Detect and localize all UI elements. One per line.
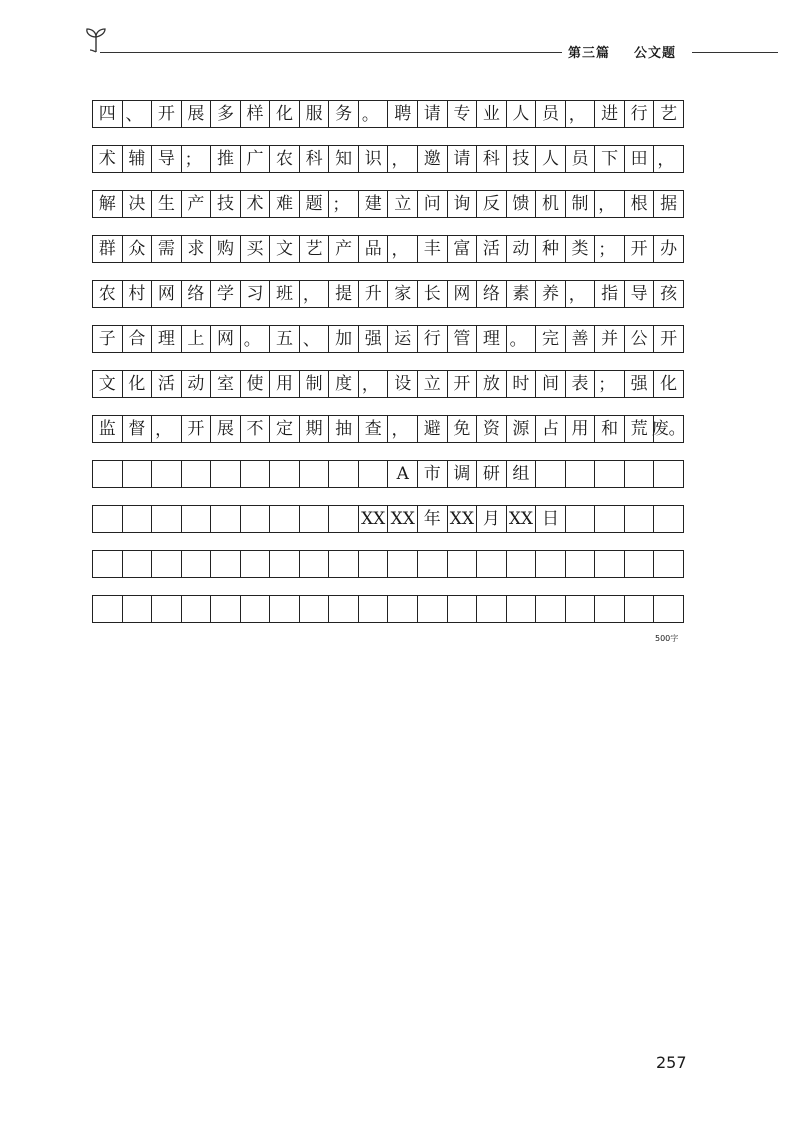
grid-cell: 富 xyxy=(448,236,478,262)
grid-cell: 邀 xyxy=(418,146,448,172)
grid-cell: 请 xyxy=(418,101,448,127)
grid-cell: 服 xyxy=(300,101,330,127)
answer-grid xyxy=(92,100,684,640)
grid-cell xyxy=(595,461,625,487)
grid-cell: 孩 xyxy=(654,281,684,307)
grid-cell: 术 xyxy=(241,191,271,217)
grid-cell xyxy=(152,506,182,532)
grid-cell: 行 xyxy=(418,326,448,352)
grid-cell: 立 xyxy=(418,371,448,397)
grid-cell: 行 xyxy=(625,101,655,127)
grid-cell: 管 xyxy=(448,326,478,352)
grid-cell: 品 xyxy=(359,236,389,262)
grid-cell: ， xyxy=(566,281,596,307)
grid-cell: 活 xyxy=(152,371,182,397)
grid-cell: 需 xyxy=(152,236,182,262)
grid-cell xyxy=(270,551,300,577)
grid-cell: 询 xyxy=(448,191,478,217)
grid-cell: 文 xyxy=(93,371,123,397)
grid-cell xyxy=(270,596,300,622)
grid-cell xyxy=(507,551,537,577)
header-rule-right xyxy=(692,52,778,53)
grid-cell xyxy=(359,551,389,577)
grid-row xyxy=(92,550,684,578)
grid-cell: 强 xyxy=(625,371,655,397)
grid-row xyxy=(92,370,684,398)
grid-cell xyxy=(448,596,478,622)
grid-cell xyxy=(270,506,300,532)
grid-cell xyxy=(448,551,478,577)
grid-cell: 五 xyxy=(270,326,300,352)
grid-cell: 众 xyxy=(123,236,153,262)
grid-cell xyxy=(152,461,182,487)
grid-cell: 买 xyxy=(241,236,271,262)
grid-cell: 四 xyxy=(93,101,123,127)
grid-cell xyxy=(241,461,271,487)
grid-cell: 田 xyxy=(625,146,655,172)
grid-cell xyxy=(536,551,566,577)
grid-cell: 建 xyxy=(359,191,389,217)
grid-cell: 子 xyxy=(93,326,123,352)
grid-cell xyxy=(152,596,182,622)
grid-row xyxy=(92,100,684,128)
grid-cell: 务 xyxy=(329,101,359,127)
grid-cell: A xyxy=(388,461,418,487)
grid-cell: 月 xyxy=(477,506,507,532)
grid-cell: 下 xyxy=(595,146,625,172)
grid-cell: XX xyxy=(388,506,418,532)
grid-cell: 产 xyxy=(182,191,212,217)
grid-cell: ， xyxy=(388,416,418,442)
grid-row xyxy=(92,595,684,623)
grid-cell: XX xyxy=(507,506,537,532)
grid-cell: 上 xyxy=(182,326,212,352)
grid-cell xyxy=(566,506,596,532)
grid-cell: 知 xyxy=(329,146,359,172)
grid-cell: 指 xyxy=(595,281,625,307)
grid-cell: 设 xyxy=(388,371,418,397)
grid-cell: 。 xyxy=(507,326,537,352)
sprout-icon xyxy=(84,26,108,54)
grid-cell: 根 xyxy=(625,191,655,217)
grid-cell: 求 xyxy=(182,236,212,262)
grid-cell: 表 xyxy=(566,371,596,397)
grid-cell: 多 xyxy=(211,101,241,127)
grid-cell xyxy=(241,551,271,577)
grid-cell: ， xyxy=(359,371,389,397)
grid-cell: 村 xyxy=(123,281,153,307)
grid-cell: 运 xyxy=(388,326,418,352)
grid-cell xyxy=(654,551,684,577)
grid-cell: 废。 xyxy=(654,416,684,442)
grid-cell: 员 xyxy=(536,101,566,127)
grid-cell: 馈 xyxy=(507,191,537,217)
grid-cell: 生 xyxy=(152,191,182,217)
grid-cell xyxy=(654,596,684,622)
grid-cell: 反 xyxy=(477,191,507,217)
grid-cell: 查 xyxy=(359,416,389,442)
grid-cell: 农 xyxy=(270,146,300,172)
grid-cell: 完 xyxy=(536,326,566,352)
grid-cell xyxy=(418,551,448,577)
grid-cell: 室 xyxy=(211,371,241,397)
grid-cell xyxy=(566,596,596,622)
grid-cell xyxy=(388,551,418,577)
grid-cell xyxy=(359,596,389,622)
grid-cell: 。 xyxy=(241,326,271,352)
grid-cell xyxy=(211,461,241,487)
grid-cell: 养 xyxy=(536,281,566,307)
grid-cell: 度 xyxy=(329,371,359,397)
grid-cell: 长 xyxy=(418,281,448,307)
grid-cell: ； xyxy=(595,371,625,397)
grid-cell: 定 xyxy=(270,416,300,442)
grid-cell: 制 xyxy=(300,371,330,397)
grid-cell: 科 xyxy=(300,146,330,172)
grid-cell xyxy=(477,596,507,622)
page-number: 257 xyxy=(656,1053,687,1072)
grid-cell: 开 xyxy=(182,416,212,442)
grid-cell: 请 xyxy=(448,146,478,172)
grid-cell: 化 xyxy=(270,101,300,127)
grid-cell xyxy=(182,551,212,577)
grid-cell: 用 xyxy=(566,416,596,442)
grid-cell: 办 xyxy=(654,236,684,262)
grid-cell xyxy=(182,506,212,532)
grid-cell: 推 xyxy=(211,146,241,172)
grid-cell: 开 xyxy=(654,326,684,352)
grid-cell: 样 xyxy=(241,101,271,127)
grid-cell: 、 xyxy=(300,326,330,352)
grid-cell xyxy=(329,551,359,577)
grid-cell xyxy=(93,461,123,487)
grid-cell: 进 xyxy=(595,101,625,127)
grid-cell: 荒 xyxy=(625,416,655,442)
grid-cell: 决 xyxy=(123,191,153,217)
grid-cell xyxy=(211,551,241,577)
grid-row xyxy=(92,460,684,488)
grid-cell: 络 xyxy=(477,281,507,307)
grid-cell: ； xyxy=(182,146,212,172)
grid-cell xyxy=(270,461,300,487)
grid-cell: 并 xyxy=(595,326,625,352)
grid-cell xyxy=(300,506,330,532)
grid-cell xyxy=(211,506,241,532)
grid-cell: 立 xyxy=(388,191,418,217)
grid-cell xyxy=(182,596,212,622)
grid-cell: 人 xyxy=(507,101,537,127)
grid-cell: ， xyxy=(566,101,596,127)
grid-cell: 避 xyxy=(418,416,448,442)
grid-cell: 解 xyxy=(93,191,123,217)
grid-cell xyxy=(300,461,330,487)
grid-cell: 素 xyxy=(507,281,537,307)
grid-cell xyxy=(241,596,271,622)
grid-cell: 聘 xyxy=(388,101,418,127)
grid-cell: 、 xyxy=(123,101,153,127)
grid-cell: 免 xyxy=(448,416,478,442)
word-count-label: 500字 xyxy=(655,634,679,643)
grid-cell xyxy=(625,506,655,532)
grid-cell xyxy=(388,596,418,622)
chapter-title: 第三篇 xyxy=(568,46,611,61)
grid-cell: 问 xyxy=(418,191,448,217)
grid-cell: 网 xyxy=(211,326,241,352)
grid-cell: 年 xyxy=(418,506,448,532)
grid-cell: 辅 xyxy=(123,146,153,172)
grid-cell: 间 xyxy=(536,371,566,397)
grid-cell: 不 xyxy=(241,416,271,442)
grid-cell: XX xyxy=(359,506,389,532)
grid-cell: 类 xyxy=(566,236,596,262)
grid-cell xyxy=(595,506,625,532)
grid-cell: 动 xyxy=(507,236,537,262)
grid-cell: 机 xyxy=(536,191,566,217)
grid-cell: 群 xyxy=(93,236,123,262)
grid-cell xyxy=(359,461,389,487)
grid-cell: 活 xyxy=(477,236,507,262)
grid-cell: 艺 xyxy=(300,236,330,262)
grid-cell: 学 xyxy=(211,281,241,307)
grid-cell: 善 xyxy=(566,326,596,352)
grid-cell: 丰 xyxy=(418,236,448,262)
grid-cell: 组 xyxy=(507,461,537,487)
grid-cell: 期 xyxy=(300,416,330,442)
grid-cell: 购 xyxy=(211,236,241,262)
grid-cell: ， xyxy=(388,146,418,172)
grid-cell xyxy=(300,551,330,577)
grid-cell xyxy=(329,596,359,622)
grid-cell: 化 xyxy=(123,371,153,397)
grid-row xyxy=(92,325,684,353)
grid-cell: 导 xyxy=(152,146,182,172)
grid-cell: 占 xyxy=(536,416,566,442)
grid-cell xyxy=(93,551,123,577)
grid-cell: ； xyxy=(595,236,625,262)
grid-cell: XX xyxy=(448,506,478,532)
grid-cell xyxy=(329,506,359,532)
grid-cell xyxy=(566,461,596,487)
grid-cell xyxy=(625,461,655,487)
grid-cell: 家 xyxy=(388,281,418,307)
grid-cell: 研 xyxy=(477,461,507,487)
grid-cell xyxy=(477,551,507,577)
grid-cell: 督 xyxy=(123,416,153,442)
page-header xyxy=(0,0,800,70)
grid-row xyxy=(92,505,684,533)
grid-cell: 加 xyxy=(329,326,359,352)
grid-cell: 题 xyxy=(300,191,330,217)
grid-cell: 和 xyxy=(595,416,625,442)
grid-cell: 理 xyxy=(477,326,507,352)
grid-cell: ， xyxy=(595,191,625,217)
grid-cell: 种 xyxy=(536,236,566,262)
grid-cell xyxy=(536,596,566,622)
grid-cell: 识 xyxy=(359,146,389,172)
grid-cell: ， xyxy=(388,236,418,262)
grid-cell xyxy=(625,596,655,622)
grid-cell xyxy=(93,596,123,622)
grid-cell xyxy=(123,506,153,532)
grid-cell: 习 xyxy=(241,281,271,307)
grid-cell: 产 xyxy=(329,236,359,262)
grid-cell xyxy=(625,551,655,577)
grid-cell: 业 xyxy=(477,101,507,127)
grid-cell xyxy=(566,551,596,577)
grid-cell: 升 xyxy=(359,281,389,307)
grid-cell: 农 xyxy=(93,281,123,307)
grid-cell: 技 xyxy=(211,191,241,217)
grid-cell: 公 xyxy=(625,326,655,352)
grid-cell: 开 xyxy=(152,101,182,127)
grid-cell xyxy=(182,461,212,487)
grid-cell: 科 xyxy=(477,146,507,172)
header-rule-left xyxy=(100,52,562,53)
grid-cell: 广 xyxy=(241,146,271,172)
grid-cell: ； xyxy=(329,191,359,217)
grid-cell: 艺 xyxy=(654,101,684,127)
grid-cell: 提 xyxy=(329,281,359,307)
grid-cell: 强 xyxy=(359,326,389,352)
grid-cell: 班 xyxy=(270,281,300,307)
grid-cell: 源 xyxy=(507,416,537,442)
grid-cell: 合 xyxy=(123,326,153,352)
grid-cell: 网 xyxy=(448,281,478,307)
grid-cell: 理 xyxy=(152,326,182,352)
grid-cell: 展 xyxy=(211,416,241,442)
grid-cell: 导 xyxy=(625,281,655,307)
grid-cell: 时 xyxy=(507,371,537,397)
grid-cell: 开 xyxy=(625,236,655,262)
grid-cell: 资 xyxy=(477,416,507,442)
grid-cell xyxy=(123,596,153,622)
grid-cell: ， xyxy=(152,416,182,442)
grid-row xyxy=(92,415,684,443)
grid-cell xyxy=(152,551,182,577)
grid-cell: 使 xyxy=(241,371,271,397)
grid-cell: 市 xyxy=(418,461,448,487)
grid-cell: 化 xyxy=(654,371,684,397)
grid-cell: 放 xyxy=(477,371,507,397)
grid-cell: 员 xyxy=(566,146,596,172)
grid-cell: 据 xyxy=(654,191,684,217)
grid-cell xyxy=(123,461,153,487)
grid-cell xyxy=(329,461,359,487)
grid-cell: 用 xyxy=(270,371,300,397)
grid-row xyxy=(92,235,684,263)
grid-cell xyxy=(300,596,330,622)
grid-cell: 动 xyxy=(182,371,212,397)
grid-cell: 术 xyxy=(93,146,123,172)
grid-row xyxy=(92,280,684,308)
grid-cell: 人 xyxy=(536,146,566,172)
grid-cell: 文 xyxy=(270,236,300,262)
grid-cell: 日 xyxy=(536,506,566,532)
grid-cell: 监 xyxy=(93,416,123,442)
grid-cell xyxy=(595,551,625,577)
grid-cell: ， xyxy=(300,281,330,307)
grid-row xyxy=(92,145,684,173)
grid-cell: ， xyxy=(654,146,684,172)
grid-row xyxy=(92,190,684,218)
grid-cell: 技 xyxy=(507,146,537,172)
grid-cell: 抽 xyxy=(329,416,359,442)
grid-cell: 专 xyxy=(448,101,478,127)
section-title: 公文题 xyxy=(634,46,677,61)
grid-cell: 开 xyxy=(448,371,478,397)
grid-cell: 展 xyxy=(182,101,212,127)
grid-cell xyxy=(536,461,566,487)
grid-cell xyxy=(418,596,448,622)
grid-cell xyxy=(595,596,625,622)
grid-cell xyxy=(211,596,241,622)
grid-cell xyxy=(507,596,537,622)
grid-cell xyxy=(654,461,684,487)
grid-cell xyxy=(654,506,684,532)
grid-cell: 。 xyxy=(359,101,389,127)
grid-cell: 难 xyxy=(270,191,300,217)
grid-cell xyxy=(93,506,123,532)
grid-cell xyxy=(241,506,271,532)
grid-cell: 网 xyxy=(152,281,182,307)
grid-cell xyxy=(123,551,153,577)
grid-cell: 制 xyxy=(566,191,596,217)
grid-cell: 调 xyxy=(448,461,478,487)
grid-cell: 络 xyxy=(182,281,212,307)
